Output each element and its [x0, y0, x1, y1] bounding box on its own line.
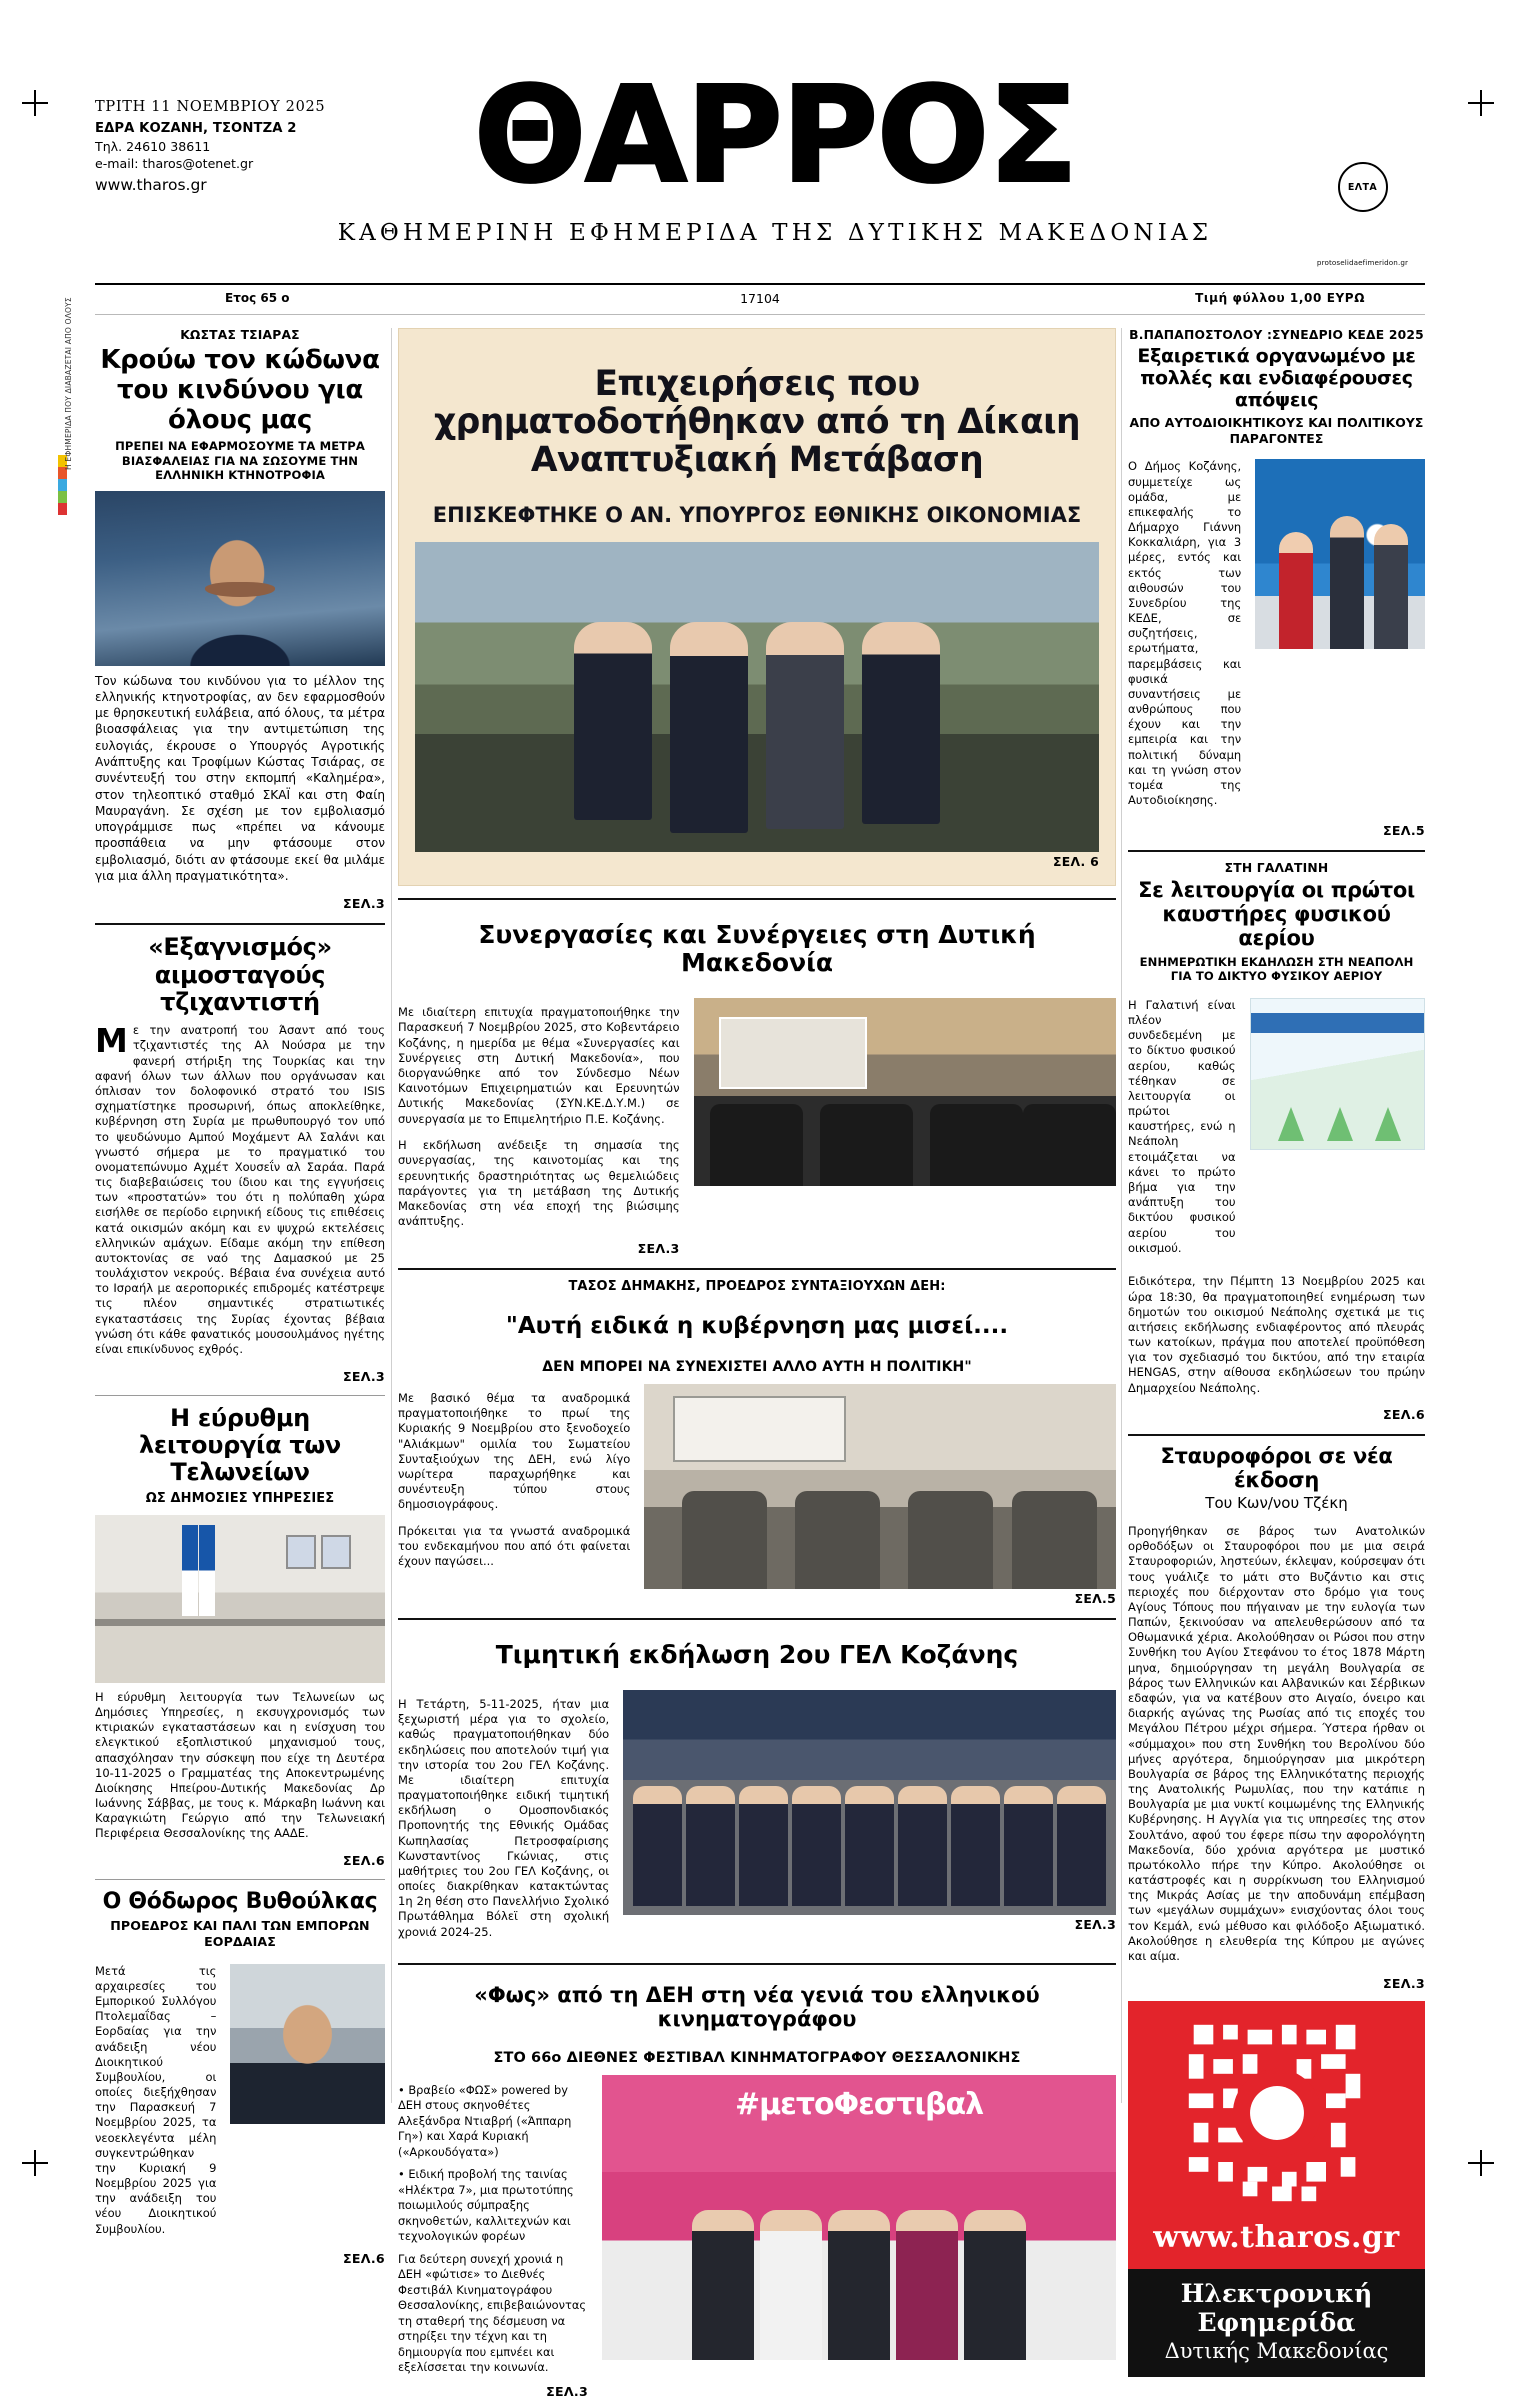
page-reference[interactable]: ΣΕΛ.3: [343, 1368, 385, 1384]
publisher-email: e-mail: tharos@otenet.gr: [95, 156, 254, 172]
lead-subhead: ΕΠΙΣΚΕΦΤΗΚΕ Ο ΑΝ. ΥΠΟΥΡΓΟΣ ΕΘΝΙΚΗΣ ΟΙΚΟΝΟΜΙΑΣ: [432, 503, 1082, 528]
person-figure: [951, 1786, 1000, 1906]
person-figure: [792, 1786, 841, 1906]
photo-people-group: [617, 2210, 1100, 2360]
seated-person-shape: [682, 1491, 767, 1589]
ad-website-url[interactable]: www.tharos.gr: [1153, 2219, 1400, 2255]
ad-caption-line2: Δυτικής Μακεδονίας: [1164, 2338, 1389, 2363]
lead-story[interactable]: [398, 328, 1116, 886]
article-tsiaras[interactable]: [95, 328, 385, 911]
crop-mark-top-left: [22, 90, 48, 116]
photo-people-row: [633, 1786, 1106, 1906]
article-body-part2: Πρόκειται για τα γνωστά αναδρομικά του ενδεκαμήνου που από ότι φαίνεται έχουν παγώσει...: [398, 1523, 631, 1569]
article-photo-vythoulkas: [230, 1964, 385, 2124]
photo-people-group: [415, 622, 1099, 851]
article-photo-gas-banner: [1250, 998, 1425, 1150]
article-kicker: ΤΑΣΟΣ ΔΗΜΑΚΗΣ, ΠΡΟΕΔΡΟΣ ΣΥΝΤΑΞΙΟΥΧΩΝ ΔΕΗ:: [568, 1278, 946, 1294]
page-reference[interactable]: ΣΕΛ. 6: [1053, 853, 1099, 869]
person-figure: [766, 622, 844, 828]
page-reference[interactable]: ΣΕΛ.3: [546, 2383, 589, 2399]
left-column: [95, 328, 385, 2266]
article-photo-kede: [1255, 459, 1425, 649]
article-subhead: ΠΡΟΕΔΡΟΣ ΚΑΙ ΠΑΛΙ ΤΩΝ ΕΜΠΟΡΩΝ ΕΟΡΔΑΙΑΣ: [110, 1918, 370, 1949]
publisher-phone: Τηλ. 24610 38611: [95, 138, 211, 154]
person-figure: [845, 1786, 894, 1906]
article-body: Με την ανατροπή του Άσαντ από τους τζιχαντιστές της Αλ Νούσρα με την φανερή στήριξη της Τουρκίας και την αφανή όλων των άλλων που οργάνωσαν και όπλισαν τον δολοφονικό στρατό του ISIS σχηματίστηκε προσωρινή, όπως αποκλείθηκε, κυβέρνηση στη Συρία με πρωθυπουργό τον υπό το ψευδώνυμο Αμπού Μοχάμεντ Αλ Σαλάνι και γνωστό σήμερα με το πραγματικό του ονοματεπώνυμο Αχμέτ Χουσεΐν αλ Σαράα. Παρά τις διαβεβαιώσεις του ίδιου και της εγγυήσεις των «προστατών» του ότι η πολύπαθη χώρα εισήλθε σε περίοδο ειρηνική είδους τις επιθέσεις κατά οικισμών ακόμη και εν ψυχρώ εκτελέσεις ελληνικών αμάχων. Είδαμε ακόμη την επίθεση αυτοκτονίας σε ναό της Δαμασκού με 25 τουλάχιστον νεκρούς. Βέβαια ένα συνέχεια αυτό το Ισραήλ με αεροπορικές επιδρομές κατέστρεψε τις πλέον σημαντικές στρατιωτικές εγκαταστάσεις της Συρίας έχοντας βέβαια γνώση ότι κάθε φανατικός μουσουλμάνος ηγέτης είναι επικίνδυνος εχθρός.: [95, 1021, 385, 1356]
section-divider: [95, 1395, 385, 1396]
person-figure: [633, 1786, 682, 1906]
issue-number: 17104: [740, 291, 780, 306]
person-figure: [760, 2210, 822, 2360]
middle-column: [398, 328, 1116, 2400]
article-subhead: ΣΤΟ 66ο ΔΙΕΘΝΕΣ ΦΕΣΤΙΒΑΛ ΚΙΝΗΜΑΤΟΓΡΑΦΟΥ ΘΕΣΣΑΛΟΝΙΚΗΣ: [493, 2049, 1021, 2066]
issue-year: Ετος 65 ο: [225, 291, 290, 305]
person-figure: [862, 622, 940, 824]
person-figure: [964, 2210, 1026, 2360]
seated-person-shape: [908, 1491, 993, 1589]
newspaper-logo: [350, 59, 1200, 213]
person-figure: [828, 2210, 890, 2360]
article-kede[interactable]: [1128, 328, 1425, 838]
article-subhead: ΔΕΝ ΜΠΟΡΕΙ ΝΑ ΣΥΝΕΧΙΣΤΕΙ ΑΛΛΟ ΑΥΤΗ Η ΠΟΛΙΤΙΚΗ": [542, 1358, 972, 1375]
article-body-part1: Με βασικό θέμα τα αναδρομικά πραγματοποιήθηκε το πρωί της Κυριακής 9 Νοεμβρίου στο ξενοδοχείο "Αλιάκμων" ομιλία του Σωματείου Συνταξιούχων της ΔΕΗ, ενώ λίγο νωρίτερα παραχωρήθηκε και συνέντευξη τύπου στους δημοσιογράφους.: [398, 1391, 631, 1512]
section-divider: [95, 923, 385, 925]
column-divider-left: [391, 328, 392, 2103]
article-natural-gas[interactable]: [1128, 861, 1425, 1422]
tree-icon: [1278, 1107, 1304, 1141]
article-layout: [1128, 454, 1425, 819]
article-body: Η εύρυθμη λειτουργία των Τελωνείων ως Δημόσιες Υπηρεσίες, η εκσυγχρονισμός των κτιριακών εγκαταστάσεων και η ενίσχυση του ελεγκτικού εξοπλιστικού μηχανισμού τους, απασχόλησαν την σύσκεψη που είχε τη Δευτέρα 10-11-2025 ο Γραμματέας της Αποκεντρωμένης Διοίκησης Ηπείρου-Δυτικής Μακεδονίας Δρ Ιωάννης Σάββας, με τους κ. Μάρκαβη Ιωάννη και Καραγκιώτη Γεώργιο από την Τελωνειακή Περιφέρεια Θεσσαλονίκης της ΑΑΔΕ.: [95, 1689, 385, 1841]
framed-picture-icon: [286, 1535, 316, 1569]
section-divider: [1128, 850, 1425, 852]
article-subhead: ΩΣ ΔΗΜΟΣΙΕΣ ΥΠΗΡΕΣΙΕΣ: [145, 1490, 335, 1506]
page-reference[interactable]: ΣΕΛ.6: [343, 1853, 385, 1869]
article-layout: [398, 1690, 1116, 1951]
article-kicker: ΚΩΣΤΑΣ ΤΣΙΑΡΑΣ: [180, 328, 300, 342]
flag-icon: [182, 1525, 198, 1616]
person-figure: [1330, 516, 1364, 649]
article-layout: [1128, 992, 1425, 1267]
table-shape: [95, 1626, 385, 1683]
section-divider: [398, 1618, 1116, 1620]
article-photo-school-ceremony: [623, 1690, 1116, 1915]
article-customs[interactable]: [95, 1405, 385, 1869]
newspaper-title: ΘΑΡΡΟΣ: [473, 59, 1077, 213]
article-body: Προηγήθηκαν σε βάρος των Ανατολικών ορθοδόξων οι Σταυροφόροι που με μια σειρά Σταυροφοριών, ληστεύων, έκλεψαν, κούρσεψαν ότι τους γυάλιζε το μάτι στο Βυζάντιο και στις περιοχές που διέρχονταν στο δρόμο για τους Αγίους Τόπους που πήγαιναν με την ευλογία των Παπών, ξεκινούσαν να απελευθερώσουν από τα Οθωμανικά χέρια. Ακολούθησαν οι Ρώσοι που στην Συνθήκη του Αγίου Στεφάνου το έτος 1878 Μάρτη μηνα, δημιούργησαν τη μεγάλη Βουλγαρία σε βάρος των Ελληνικών και Αλβανικών και Σέρβικων εδαφών, για να κατέβουν στο Αιγαίο, όνειρο και διαρκής αγώνας της Ρωσίας από τις εποχές του Μεγάλου Πέτρου μέχρι σήμερα. Ύστερα ήρθαν οι «σύμμαχοι» που στη Συνθήκη του Βερολίνου δύο μήνες αργότερα, δημιούργησαν μια μικρότερη Βουλγαρία σε βάρος της Ελληνικότατης περιοχής της Ανατολικής Ρωμυλίας, που την κατάπιε η Βουλγαρία με μια νυκτί κοιμωμένης της Ελληνικής Κυβέρνησης. Η Αγγλία για τις υπηρεσίες της στον Σουλτάνο, αφού του έφερε πίσω την αφορολόγητη Μακεδονία, δύο χρόνια αργότερα με μυστικό πρωτόκολλο πήρε την Κύπρο. Ακολούθησε οι κατάστροφές και η συρρίκνωση του Ελληνισμού της Μικράς Ασίας με την αποδυνάμη επέμβαση των «μεγάλων συμμάχων» ενισχύοντας όλοι τους τον Κεμάλ, ενώ μέθυσο και φιλόδοξο Αξιωματικό. Ακολούθησε η ελευθερία της Κύπρου με αγώνες και αίμα.: [1128, 1524, 1425, 1963]
flag-icon: [199, 1525, 215, 1616]
framed-picture-icon: [321, 1535, 351, 1569]
masthead: [95, 59, 1425, 270]
article-headline[interactable]: Συνεργασίες και Συνέργειες στη Δυτική Μακεδονία: [478, 919, 1036, 978]
seat-shape: [710, 1104, 803, 1187]
person-figure: [692, 2210, 754, 2360]
crop-mark-top-right: [1468, 90, 1494, 116]
article-body: Τον κώδωνα του κινδύνου για το μέλλον της ελληνικής κτηνοτροφίας, αν δεν εφαρμοσθούν με θρησκευτική ευλάβεια, από όλους, τα μέτρα βιοασφάλειας για την αντιμετώπιση της ευλογιάς, έκρουσε ο Υπουργός Αγροτικής Ανάπτυξης και Τροφίμων Κώστας Τσιάρας, σε συνέντευξή του στην εκπομπή «Καλημέρα», στον τηλεοπτικό σταθμό ΣΚΑΪ και στη Φαίη Μαυραγάνη. Σε σχέση με τον εμβολιασμό υπογράμμισε πως «πρέπει να κάνουμε προσπάθεια να μην φτάσουμε στον εμβολιασμό, διότι αν φτάσουμε εκεί θα μιλάμε για μια άλλη πραγματικότητα».: [95, 673, 385, 883]
article-body: Ο Δήμος Κοζάνης, συμμετείχε ως ομάδα, με επικεφαλής το Δήμαρχο Γιάννη Κοκκαλιάρη, για 3 μέρες, εντός και εκτός των αιθουσών του Συνεδρίου της ΚΕΔΕ, σε συζητήσεις, ερωτήματα, παρεμβάσεις και φυσικά συναντήσεις με ανθρώπους που έχουν και την εμπειρία και την πολιτική δύναμη και τη γνώση στον τομέα της Αυτοδιοίκησης.: [1128, 459, 1242, 808]
elta-stamp: [1300, 162, 1425, 267]
lead-photo: [415, 542, 1099, 852]
article-photo-pensioners: [644, 1384, 1116, 1589]
article-photo-festival: [602, 2075, 1116, 2360]
qr-code-icon: [1179, 2015, 1375, 2211]
article-headline[interactable]: «Φως» από τη ΔΕΗ στη νέα γενιά του ελληνικού κινηματογράφου: [474, 1982, 1040, 2032]
elta-icon: ΕΛΤΑ: [1338, 162, 1388, 212]
article-fos-dei[interactable]: [398, 1983, 1116, 2400]
publication-date: ΤΡΙΤΗ 11 ΝΟΕΜΒΡΙΟΥ 2025: [95, 99, 326, 115]
crop-mark-bottom-right: [1468, 2150, 1494, 2176]
page-reference[interactable]: ΣΕΛ.3: [343, 896, 385, 912]
article-headline[interactable]: Εξαιρετικά οργανωμένο με πολλές και ενδιαφέρουσες απόψεις: [1137, 345, 1416, 411]
article-headline[interactable]: Σταυροφόροι σε νέα έκδοση: [1160, 1444, 1393, 1493]
publisher-address: ΕΔΡΑ ΚΟΖΑΝΗ, ΤΣΟΝΤΖΑ 2: [95, 121, 297, 137]
page-reference[interactable]: ΣΕΛ.6: [343, 2251, 385, 2267]
seat-shape: [820, 1104, 913, 1187]
page-reference[interactable]: ΣΕΛ.3: [637, 1240, 680, 1256]
article-headline[interactable]: Η εύρυθμη λειτουργία των Τελωνείων: [139, 1403, 341, 1487]
seated-person-shape: [1012, 1491, 1097, 1589]
window-shape: [673, 1396, 847, 1462]
person-figure: [670, 622, 748, 833]
article-photo-conference: [694, 998, 1116, 1186]
column-divider-right: [1121, 328, 1122, 2103]
article-layout: [95, 1958, 385, 2249]
lead-headline[interactable]: Επιχειρήσεις που χρηματοδοτήθηκαν από τη Δίκαιη Αναπτυξιακή Μετάβαση: [434, 364, 1080, 480]
person-figure: [1279, 532, 1313, 650]
section-divider: [398, 1268, 1116, 1270]
banner-strip: [1251, 1013, 1424, 1033]
ad-caption-line1: Ηλεκτρονική Εφημερίδα: [1180, 2278, 1373, 2337]
person-figure: [739, 1786, 788, 1906]
article-jihadist[interactable]: [95, 934, 385, 1383]
person-figure: [686, 1786, 735, 1906]
section-divider: [1128, 1434, 1425, 1436]
tree-icon: [1327, 1107, 1353, 1141]
person-figure: [898, 1786, 947, 1906]
page-reference[interactable]: ΣΕΛ.6: [1383, 1407, 1425, 1423]
person-figure: [1004, 1786, 1053, 1906]
article-subhead: ΑΠΟ ΑΥΤΟΔΙΟΙΚΗΤΙΚΟΥΣ ΚΑΙ ΠΟΛΙΤΙΚΟΥΣ ΠΑΡΑΓΟΝΤΕΣ: [1129, 415, 1424, 446]
ad-caption-panel: [1128, 2269, 1425, 2377]
article-bullet-2: • Ειδική προβολή της ταινίας «Ηλέκτρα 7», μια πρωτοτύπης ποιωμιλούς σύμπραξης σκηνοθετών, καλλιτεχνών και τεχνολογικών φορέων: [398, 2167, 574, 2244]
article-headline[interactable]: «Εξαγνισμός» αιμοσταγούς τζιχαντιστή: [148, 933, 332, 1016]
issue-meta-bar: [95, 288, 1425, 314]
person-figure: [896, 2210, 958, 2360]
article-byline: Του Κων/νου Τζέκη: [1205, 1494, 1348, 1513]
issue-price: Τιμή φύλλου 1,00 ΕΥΡΩ: [1195, 291, 1365, 305]
article-vythoulkas[interactable]: [95, 1889, 385, 2266]
article-photo-customs: [95, 1515, 385, 1683]
publisher-website[interactable]: www.tharos.gr: [95, 175, 207, 194]
article-layout: [398, 998, 1116, 1255]
section-divider: [398, 1963, 1116, 1965]
ad-qr-panel[interactable]: [1128, 2001, 1425, 2269]
page-reference[interactable]: ΣΕΛ.5: [1074, 1591, 1116, 1607]
section-divider: [398, 898, 1116, 900]
article-body-part2: Ειδικότερα, την Πέμπτη 13 Νοεμβρίου 2025 και ώρα 18:30, θα πραγματοποιηθεί ενημέρωση των δημοτών του οικισμού Νεάπολης σχετικά με τις αιτήσεις εκδήλωσης ενδιαφέροντος από πλευράς των κατοίκων, πράγμα που αποτελεί προϋπόθεση για τον σχεδιασμό του δικτύου, από την εταιρία HENGAS, στην αίθουσα εκδηλώσεων του πρώην Δημαρχείου Νεάπολης.: [1128, 1274, 1425, 1395]
seat-shape: [930, 1104, 1023, 1187]
article-headline[interactable]: "Αυτή ειδικά η κυβέρνηση μας μισεί....: [505, 1312, 1009, 1339]
article-body: Η Τετάρτη, 5-11-2025, ήταν μια ξεχωριστή μέρα για το σχολείο, καθώς πραγματοποιήθηκαν δύο εκδηλώσεις που αποτελούν τιμή για την ιστορία του 2ου ΓΕΛ Κοζάνης. Με ιδιαίτερη επιτυχία πραγματοποιήθηκε ειδική τιμητική εκδήλωση ο Ομοσπονδιακός Προπονητής της Εθνικής Ομάδας Κωπηλασίας Πετροσφαίρισης Κωνσταντίνος Γκώνιας, στις μαθήτριες του 2ου ΓΕΛ Κοζάνης, οι οποίες διακρίθηκαν κατακτώντας 1η 2η θέση στο Πανελλήνιο Σχολικό Πρωτάθλημα Βόλεϊ στη σχολική χρονιά 2024-25.: [398, 1697, 610, 1939]
article-gel-kozani[interactable]: [398, 1641, 1116, 1952]
article-headline[interactable]: Κρούω τον κώδωνα του κινδύνου για όλους μας: [100, 345, 380, 435]
article-body-part1: Η Γαλατινή είναι πλέον συνδεδεμένη με το δίκτυο φυσικού αερίου, καθώς τέθηκαν σε λειτουργία οι πρώτοι καυστήρες, ενώ η Νεάπολη ετοιμάζεται να κάνει το πρώτο βήμα για την ανάπτυξη του δικτύου φυσικού αερίου του οικισμού.: [1128, 997, 1236, 1255]
article-synergies[interactable]: [398, 921, 1116, 1256]
article-body: Μετά τις αρχαιρεσίες του Εμπορικού Συλλόγου Πτολεμαΐδας – Εορδαίας για την ανάδειξη νέου Διοικητικού Συμβουλίου, οι οποίες διεξήχθησαν την Παρασκευή 7 Νοεμβρίου 2025, τα νεοεκλεγέντα μέλη συγκεντρώθηκαν την Κυριακή 9 Νοεμβρίου 2025 για την ανάδειξη του νέου Διοικητικού Συμβουλίου.: [95, 1963, 217, 2236]
person-figure: [574, 622, 652, 819]
spine-note: Η ΕΦΗΜΕΡΙΔΑ ΠΟΥ ΔΙΑΒΑΖΕΤΑΙ ΑΠΟ ΟΛΟΥΣ: [64, 297, 73, 470]
seat-shape: [1023, 1104, 1116, 1187]
person-figure: [1057, 1786, 1106, 1906]
section-divider: [95, 1879, 385, 1880]
article-photo-tsiaras: [95, 491, 385, 666]
article-subhead: ΕΝΗΜΕΡΩΤΙΚΗ ΕΚΔΗΛΩΣΗ ΣΤΗ ΝΕΑΠΟΛΗ ΓΙΑ ΤΟ ΔΙΚΤΥΟ ΦΥΣΙΚΟΥ ΑΕΡΙΟΥ: [1139, 954, 1414, 984]
article-body-part2: Η εκδήλωση ανέδειξε τη σημασία της συνεργασίας, της καινοτομίας και της ερευνητικής δραστηριότητας ως θεμελιώδεις παράγοντες για τη μετάβαση της Δυτικής Μακεδονίας στη νέα εποχή της βιώσιμης ανάπτυξης.: [398, 1138, 680, 1229]
tree-icon: [1375, 1107, 1401, 1141]
article-crusaders[interactable]: [1128, 1445, 1425, 1990]
article-dimakis[interactable]: [398, 1279, 1116, 1606]
article-headline[interactable]: Ο Θόδωρος Βυθούλκας: [102, 1889, 378, 1915]
article-headline[interactable]: Σε λειτουργία οι πρώτοι καυστήρες φυσικού αερίου: [1138, 878, 1415, 951]
article-bullet-1: • Βραβείο «ΦΩΣ» powered by ΔΕΗ στους σκηνοθέτες Αλεξάνδρα Ντιαβρή («Άππαρη Γη») και Χαρά Κυριακή («Αρκουδόγατα»): [398, 2082, 572, 2159]
article-layout: [398, 1384, 1116, 1606]
article-subhead: ΠΡΕΠΕΙ ΝΑ ΕΦΑΡΜΟΣΟΥΜΕ ΤΑ ΜΕΤΡΑ ΒΙΑΣΦΑΛΕΙΑΣ ΓΙΑ ΝΑ ΣΩΣΟΥΜΕ ΤΗΝ ΕΛΛΗΝΙΚΗ ΚΤΗΝΟΤΡΟΦΙΑ: [115, 439, 365, 483]
archive-source-caption: protoselidaefimeridon.gr: [1316, 258, 1409, 267]
masthead-divider: [95, 283, 1425, 285]
page-reference[interactable]: ΣΕΛ.3: [1383, 1975, 1425, 1991]
seated-person-shape: [795, 1491, 880, 1589]
page-reference[interactable]: ΣΕΛ.5: [1383, 822, 1425, 838]
person-figure: [1374, 524, 1408, 649]
article-kicker: Β.ΠΑΠΑΠΟΣΤΟΛΟΥ :ΣΥΝΕΔΡΙΟ ΚΕΔΕ 2025: [1129, 328, 1424, 342]
right-column: [1128, 328, 1425, 2377]
crop-mark-bottom-left: [22, 2150, 48, 2176]
article-kicker: ΣΤΗ ΓΑΛΑΤΙΝΗ: [1224, 860, 1329, 875]
page-reference[interactable]: ΣΕΛ.3: [1074, 1917, 1116, 1933]
article-body-part1: Με ιδιαίτερη επιτυχία πραγματοποιήθηκε την Παρασκευή 7 Νοεμβρίου 2025, στο Κοβεντάρειο Κοζάνης, η ημερίδα με θέμα «Συνεργασίες και Συνέργειες στη Δυτική Μακεδονία», που διοργανώθηκε από τον Σύνδεσμο Νέων Καινοτόμων Επιχειρηματιών και Ερευνητών Δυτικής Μακεδονίας (ΣΥΝ.ΚΕ.Δ.Υ.Μ.) σε συνεργασία με το Επιμελητήριο Π.Ε. Κοζάνης.: [398, 1005, 680, 1126]
projection-screen-shape: [719, 1017, 867, 1089]
masthead-divider-secondary: [95, 314, 1425, 315]
newspaper-subtitle: ΚΑΘΗΜΕΡΙΝΗ ΕΦΗΜΕΡΙΔΑ ΤΗΣ ΔΥΤΙΚΗΣ ΜΑΚΕΔΟΝΙΑΣ: [337, 220, 1213, 246]
advertisement-tharos[interactable]: [1128, 2001, 1425, 2377]
festival-hashtag-label: #μετοΦεστιβαλ: [734, 2086, 984, 2122]
article-layout: [398, 2075, 1116, 2400]
article-headline[interactable]: Τιμητική εκδήλωση 2ου ΓΕΛ Κοζάνης: [495, 1639, 1019, 1669]
article-bullet-3: Για δεύτερη συνεχή χρονιά η ΔΕΗ «φώτισε» το Διεθνές Φεστιβάλ Κινηματογράφου Θεσσαλονίκης, επιβεβαιώνοντας τη σταθερή της δέσμευση να στηρίξει την τέχνη και τη δημιουργία που εμπνέει και εξελίσσεται την κοινωνία.: [398, 2251, 587, 2375]
